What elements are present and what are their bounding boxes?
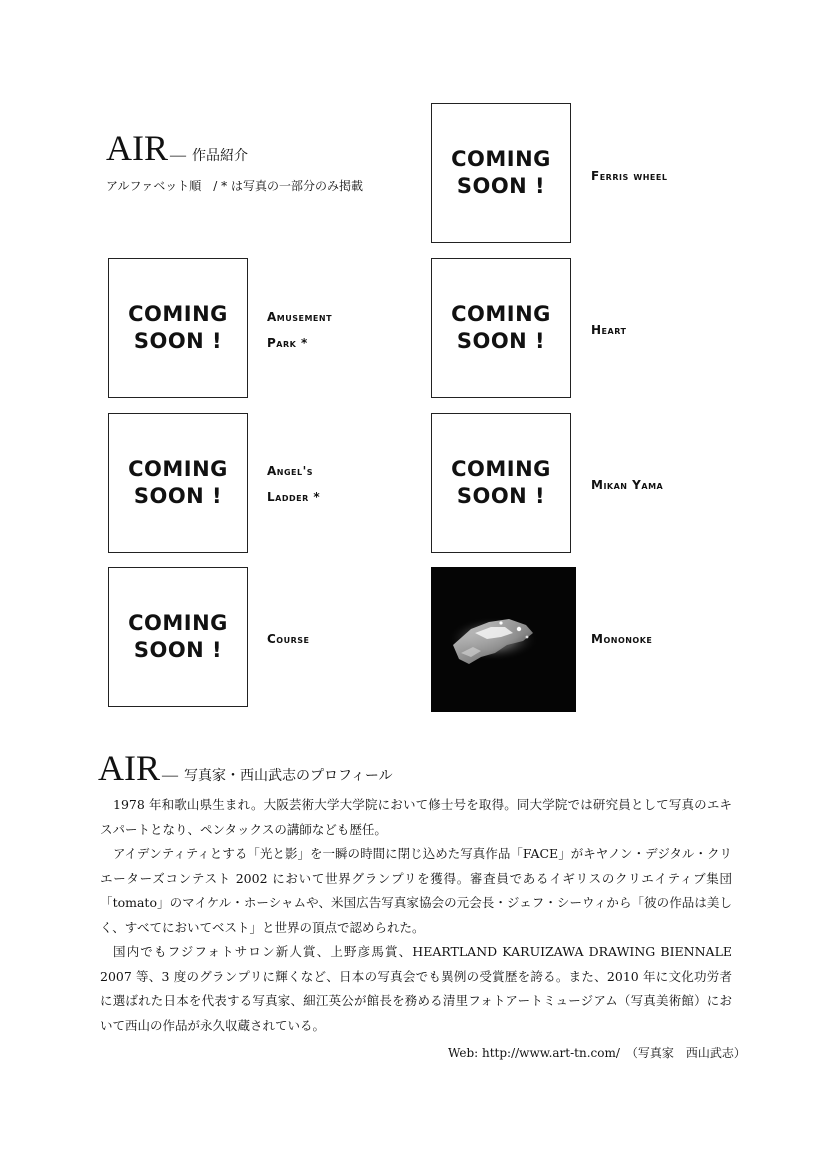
- work-mononoke-caption: Mononoke: [591, 632, 653, 646]
- section1-subtitle: 作品紹介: [192, 148, 248, 164]
- work-amusement-park-thumbnail[interactable]: [108, 258, 248, 398]
- work-mikan-yama-caption: Mikan Yama: [591, 478, 664, 492]
- profile-paragraph-2: アイデンティティとする「光と影」を一瞬の時間に閉じ込めた写真作品「FACE」がキヤノン・デジタル・クリエーターズコンテスト 2002 において世界グランプリを獲得。審査員であるイギリスのクリエイティブ集団「tomato」のマイケル・ホーシャムや、米国広告写真家協会の元会長・ジェフ・シーウィから「彼の作品は美しく、すべてにおいてベスト」と世界の頂点で認められた。: [100, 846, 732, 935]
- website-credit[interactable]: Web: http://www.art-tn.com/ （写真家 西山武志）: [448, 1046, 746, 1060]
- profile-paragraph-1: 1978 年和歌山県生まれ。大阪芸術大学大学院において修士号を取得。同大学院では研究員として写真のエキスパートとなり、ペンタックスの講師なども歴任。: [100, 797, 732, 837]
- work-angels-ladder-caption: Angel's Ladder *: [267, 464, 321, 504]
- coming-soon-label: COMING SOON !: [128, 611, 228, 662]
- coming-soon-label: COMING SOON !: [128, 302, 228, 353]
- section1-air-title: AIR: [106, 128, 168, 168]
- work-mikan-yama-thumbnail[interactable]: [431, 413, 571, 553]
- work-amusement-park-caption: Amusement Park *: [267, 310, 333, 350]
- work-course-caption: Course: [267, 632, 310, 646]
- section1-header: [106, 130, 248, 166]
- work-ferris-wheel-caption: Ferris wheel: [591, 169, 668, 183]
- work-ferris-wheel-thumbnail[interactable]: [431, 103, 571, 243]
- work-mononoke-photo[interactable]: [431, 567, 576, 712]
- section2-header: [98, 750, 393, 786]
- work-angels-ladder-thumbnail[interactable]: [108, 413, 248, 553]
- profile-paragraph-3: 国内でもフジフォトサロン新人賞、上野彦馬賞、HEARTLAND KARUIZAWA DRAWING BIENNALE 2007 等、3 度のグランプリに輝くなど、日本の写真会でも異例の受賞歴を誇る。また、2010 年に文化功労者に選ばれた日本を代表する写真家、細江英公が館長を務める清里フォトアートミュージアム（写真美術館）において西山の作品が永久収蔵されている。: [100, 944, 732, 1033]
- coming-soon-label: COMING SOON !: [128, 457, 228, 508]
- section1-note: アルファベット順 / * は写真の一部分のみ掲載: [106, 179, 363, 193]
- section2-subtitle: 写真家・西山武志のプロフィール: [184, 768, 393, 784]
- mononoke-image: [431, 567, 576, 712]
- work-heart-thumbnail[interactable]: [431, 258, 571, 398]
- work-course-thumbnail[interactable]: [108, 567, 248, 707]
- section2-dash: —: [162, 767, 178, 784]
- work-heart-caption: Heart: [591, 323, 627, 337]
- section1-dash: —: [170, 147, 186, 164]
- coming-soon-label: COMING SOON !: [451, 302, 551, 353]
- section2-air-title: AIR: [98, 748, 160, 788]
- coming-soon-label: COMING SOON !: [451, 147, 551, 198]
- coming-soon-label: COMING SOON !: [451, 457, 551, 508]
